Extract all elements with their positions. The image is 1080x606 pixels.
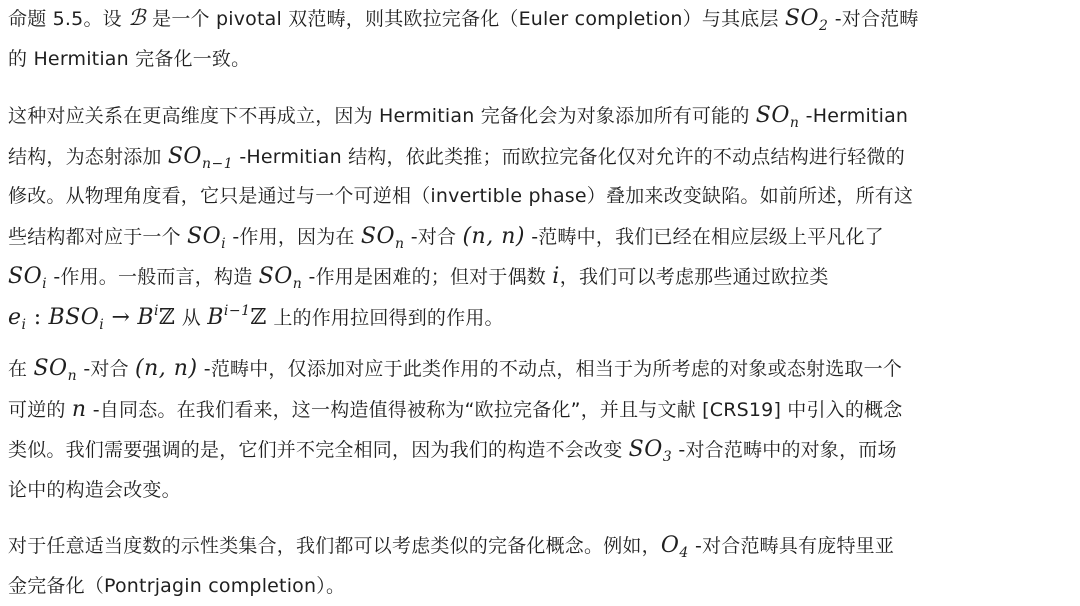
text-line: $SO_i$ -作用。一般而言，构造 $SO_n$ -作用是困难的；但对于偶数 i，我们可以考虑那些通过欧拉类 bbox=[8, 257, 1074, 298]
math-n-n: (n, n) bbox=[462, 224, 525, 249]
text-line bbox=[8, 40, 1074, 80]
math-SOn: $SO_n$ bbox=[361, 224, 405, 249]
math-bicategory-symbol: ℬ bbox=[128, 6, 146, 31]
math-SO2: $SO_2$ bbox=[785, 6, 829, 31]
math-SOn: $SO_n$ bbox=[756, 103, 800, 128]
text-span: 的 Hermitian 完备化一致。 bbox=[8, 48, 250, 70]
math-SOi: $SO_i$ bbox=[187, 224, 226, 249]
math-i: i bbox=[552, 264, 560, 289]
proposition-paragraph bbox=[8, 0, 1074, 79]
math-SOn: $SO_n$ bbox=[33, 356, 77, 381]
text-line: 论中的构造会改变。 bbox=[8, 471, 1074, 511]
text-line: 金完备化（Pontrjagin completion）。 bbox=[8, 567, 1074, 606]
math-euler-class: $e_i$ bbox=[8, 305, 27, 330]
math-n: n bbox=[72, 397, 87, 422]
body-paragraph-euler-completion bbox=[8, 349, 1074, 510]
math-arrow: → bbox=[104, 305, 137, 330]
math-BSOi: $BSO_i$ bbox=[49, 305, 105, 330]
text-span: 是一个 pivotal 双范畴，则其欧拉完备化（Euler completion）与其底层 bbox=[146, 8, 785, 30]
math-Bi-1Z: $B^{i-1}ℤ$ bbox=[207, 305, 267, 330]
text-line: 结构，为态射添加 $SO_{n-1}$ -Hermitian 结构，依此类推；而欧拉完备化仅对允许的不动点结构进行轻微的 bbox=[8, 137, 1074, 178]
text-line: 修改。从物理角度看，它只是通过与一个可逆相（invertible phase）叠加来改变缺陷。如前所述，所有这 bbox=[8, 177, 1074, 217]
text-line: 对于任意适当度数的示性类集合，我们都可以考虑类似的完备化概念。例如，$O_4$ -对合范畴具有庞特里亚 bbox=[8, 526, 1074, 567]
math-SOi: $SO_i$ bbox=[8, 264, 47, 289]
text-line: 类似。我们需要强调的是，它们并不完全相同，因为我们的构造不会改变 $SO_3$ -对合范畴中的对象，而场 bbox=[8, 430, 1074, 471]
text-line: 这种对应关系在更高维度下不再成立，因为 Hermitian 完备化会为对象添加所有可能的 $SO_n$ -Hermitian bbox=[8, 96, 1074, 137]
text-span: -对合范畴 bbox=[828, 8, 918, 30]
text-line: 在 $SO_n$ -对合 (n, n) -范畴中，仅添加对应于此类作用的不动点，相当于为所考虑的对象或态射选取一个 bbox=[8, 349, 1074, 390]
math-BiZ: $B^iℤ$ bbox=[137, 305, 175, 330]
text-line: $e_i$ : $BSO_i$ → $B^iℤ$ 从 $B^{i-1}ℤ$ 上的作用拉回得到的作用。 bbox=[8, 298, 1074, 339]
math-O4: $O_4$ bbox=[661, 533, 689, 558]
body-paragraph-characteristic-classes bbox=[8, 526, 1074, 606]
body-paragraph-higher-dimensions bbox=[8, 96, 1074, 338]
math-SOn-1: $SO_{n-1}$ bbox=[168, 144, 233, 169]
text-line: 可逆的 n -自同态。在我们看来，这一构造值得被称为“欧拉完备化”，并且与文献 [CRS19] 中引入的概念 bbox=[8, 390, 1074, 431]
math-n-n: (n, n) bbox=[135, 356, 198, 381]
math-SOn: $SO_n$ bbox=[259, 264, 303, 289]
text-line: 些结构都对应于一个 $SO_i$ -作用，因为在 $SO_n$ -对合 (n, n) -范畴中，我们已经在相应层级上平凡化了 bbox=[8, 217, 1074, 258]
text-span: 命题 5.5。设 bbox=[8, 8, 128, 30]
text-line bbox=[8, 0, 1074, 40]
math-SO3: $SO_3$ bbox=[629, 437, 673, 462]
